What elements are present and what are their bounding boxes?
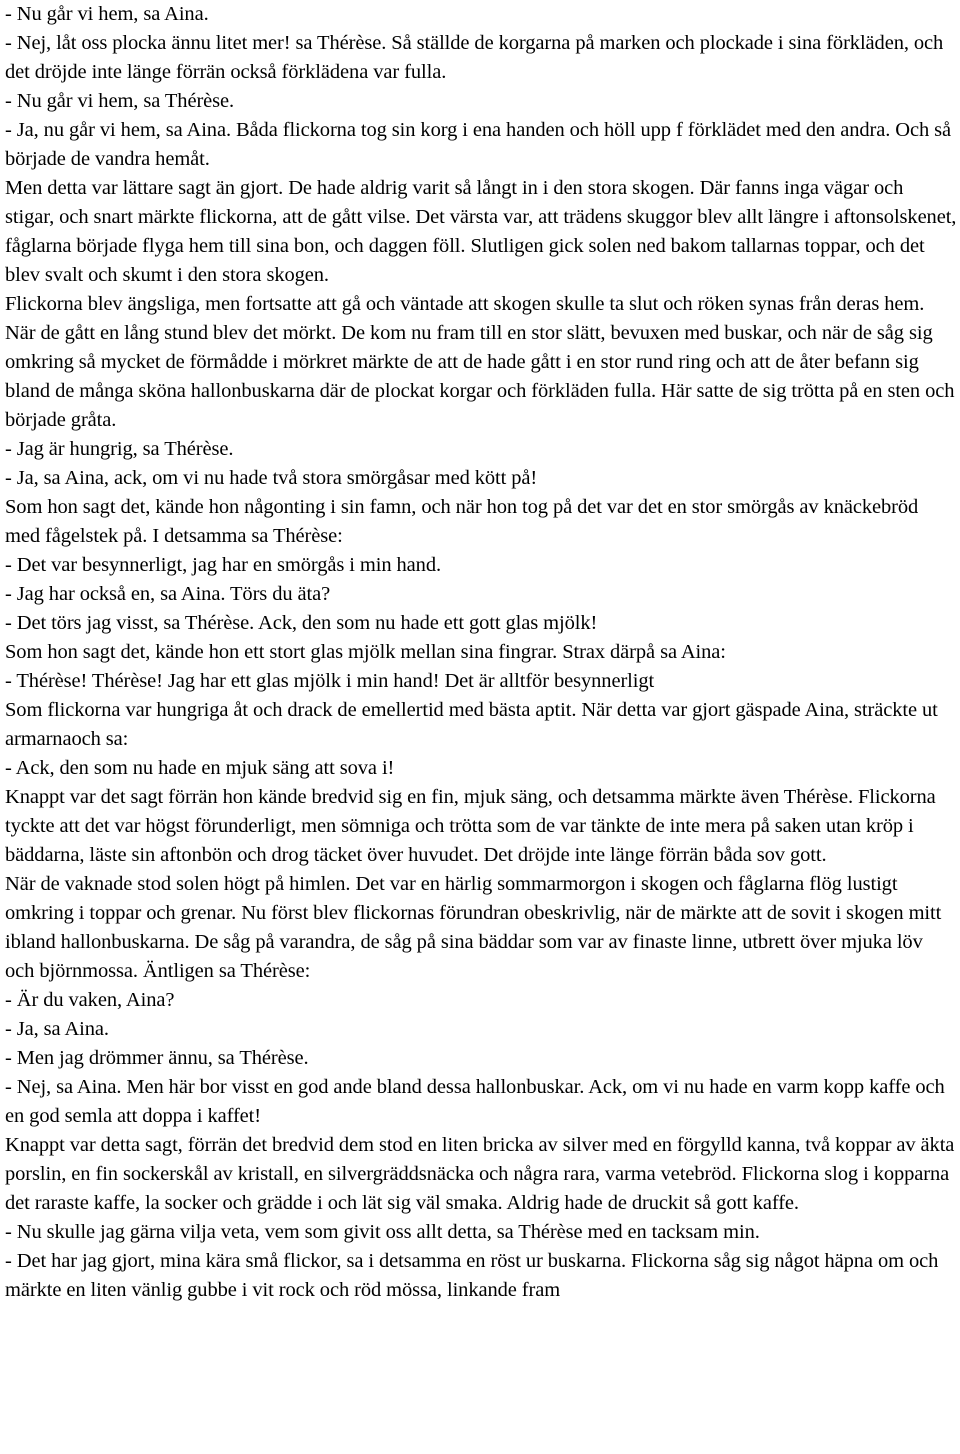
paragraph: - Jag är hungrig, sa Thérèse.	[5, 438, 234, 460]
paragraph: När de vaknade stod solen högt på himlen. Det var en härlig sommarmorgon i skogen och fåglarna flög lustigt omkring i toppar och grenar. Nu först blev flickornas förundran obeskrivlig, när de märkte att de sovit i skogen mitt ibland hallonbuskarna. De såg på varandra, de såg på sina bäddar som var av finaste linne, utbrett över mjuka löv och björnmossa. Äntligen sa Thérèse:	[5, 873, 942, 982]
paragraph: När de gått en lång stund blev det mörkt. De kom nu fram till en stor slätt, bevuxen med buskar, och när de såg sig omkring så mycket de förmådde i mörkret märkte de att de hade gått i en stor rund ring och att de åter befann sig bland de många sköna hallonbuskarna där de plockat korgar och förkläden fulla. Här satte de sig trötta på en sten och började gråta.	[5, 322, 955, 431]
paragraph: - Är du vaken, Aina?	[5, 989, 175, 1011]
paragraph: Knappt var detta sagt, förrän det bredvid dem stod en liten bricka av silver med en förgylld kanna, två koppar av äkta porslin, en fin sockerskål av kristall, en silvergräddsnäcka och några rara, varma vetebröd. Flickorna slog i kopparna det raraste kaffe, la socker och grädde i och lät sig väl smaka. Aldrig hade de druckit så gott kaffe.	[5, 1134, 955, 1214]
paragraph: - Nej, låt oss plocka ännu litet mer! sa Thérèse. Så ställde de korgarna på marken och plockade i sina förkläden, och det dröjde inte länge förrän också förklädena var fulla.	[5, 32, 944, 83]
paragraph: - Ja, sa Aina, ack, om vi nu hade två stora smörgåsar med kött på!	[5, 467, 538, 489]
paragraph: - Det var besynnerligt, jag har en smörgås i min hand.	[5, 554, 442, 576]
document-page	[5, 0, 957, 1305]
paragraph: Flickorna blev ängsliga, men fortsatte att gå och väntade att skogen skulle ta slut och röken synas från deras hem.	[5, 293, 925, 315]
paragraph: - Men jag drömmer ännu, sa Thérèse.	[5, 1047, 309, 1069]
paragraph: - Ack, den som nu hade en mjuk säng att sova i!	[5, 757, 395, 779]
paragraph: - Ja, nu går vi hem, sa Aina. Båda flickorna tog sin korg i ena handen och höll upp f förklädet med den andra. Och så började de vandra hemåt.	[5, 119, 952, 170]
paragraph: - Det törs jag visst, sa Thérèse. Ack, den som nu hade ett gott glas mjölk!	[5, 612, 598, 634]
paragraph: - Nu går vi hem, sa Aina.	[5, 3, 209, 25]
paragraph: - Thérèse! Thérèse! Jag har ett glas mjölk i min hand! Det är alltför besynnerligt	[5, 670, 655, 692]
paragraph: - Det har jag gjort, mina kära små flickor, sa i detsamma en röst ur buskarna. Flickorna såg sig något häpna om och märkte en liten vänlig gubbe i vit rock och röd mössa, linkande fram	[5, 1250, 939, 1301]
paragraph: Som hon sagt det, kände hon ett stort glas mjölk mellan sina fingrar. Strax därpå sa Aina:	[5, 641, 726, 663]
paragraph: - Jag har också en, sa Aina. Törs du äta?	[5, 583, 331, 605]
paragraph: - Nu skulle jag gärna vilja veta, vem som givit oss allt detta, sa Thérèse med en tacksam min.	[5, 1221, 760, 1243]
paragraph: - Ja, sa Aina.	[5, 1018, 109, 1040]
paragraph: - Nej, sa Aina. Men här bor visst en god ande bland dessa hallonbuskar. Ack, om vi nu hade en varm kopp kaffe och en god semla att doppa i kaffet!	[5, 1076, 945, 1127]
paragraph: - Nu går vi hem, sa Thérèse.	[5, 90, 235, 112]
paragraph: Knappt var det sagt förrän hon kände bredvid sig en fin, mjuk säng, och detsamma märkte även Thérèse. Flickorna tyckte att det var högst förunderligt, men sömniga och trötta som de var tänkte de inte mera på saken utan kröp i bäddarna, läste sin aftonbön och drog täcket över huvudet. Det dröjde inte länge förrän båda sov gott.	[5, 786, 936, 866]
paragraph: Men detta var lättare sagt än gjort. De hade aldrig varit så långt in i den stora skogen. Där fanns inga vägar och stigar, och snart märkte flickorna, att de gått vilse. Det värsta var, att trädens skuggor blev allt längre i aftonsolskenet, fåglarna började flyga hem till sina bon, och daggen föll. Slutligen gick solen ned bakom tallarnas toppar, och det blev svalt och skumt i den stora skogen.	[5, 177, 957, 286]
paragraph: Som flickorna var hungriga åt och drack de emellertid med bästa aptit. När detta var gjort gäspade Aina, sträckte ut armarnaoch sa:	[5, 699, 938, 750]
paragraph: Som hon sagt det, kände hon någonting i sin famn, och när hon tog på det var det en stor smörgås av knäckebröd med fågelstek på. I detsamma sa Thérèse:	[5, 496, 919, 547]
